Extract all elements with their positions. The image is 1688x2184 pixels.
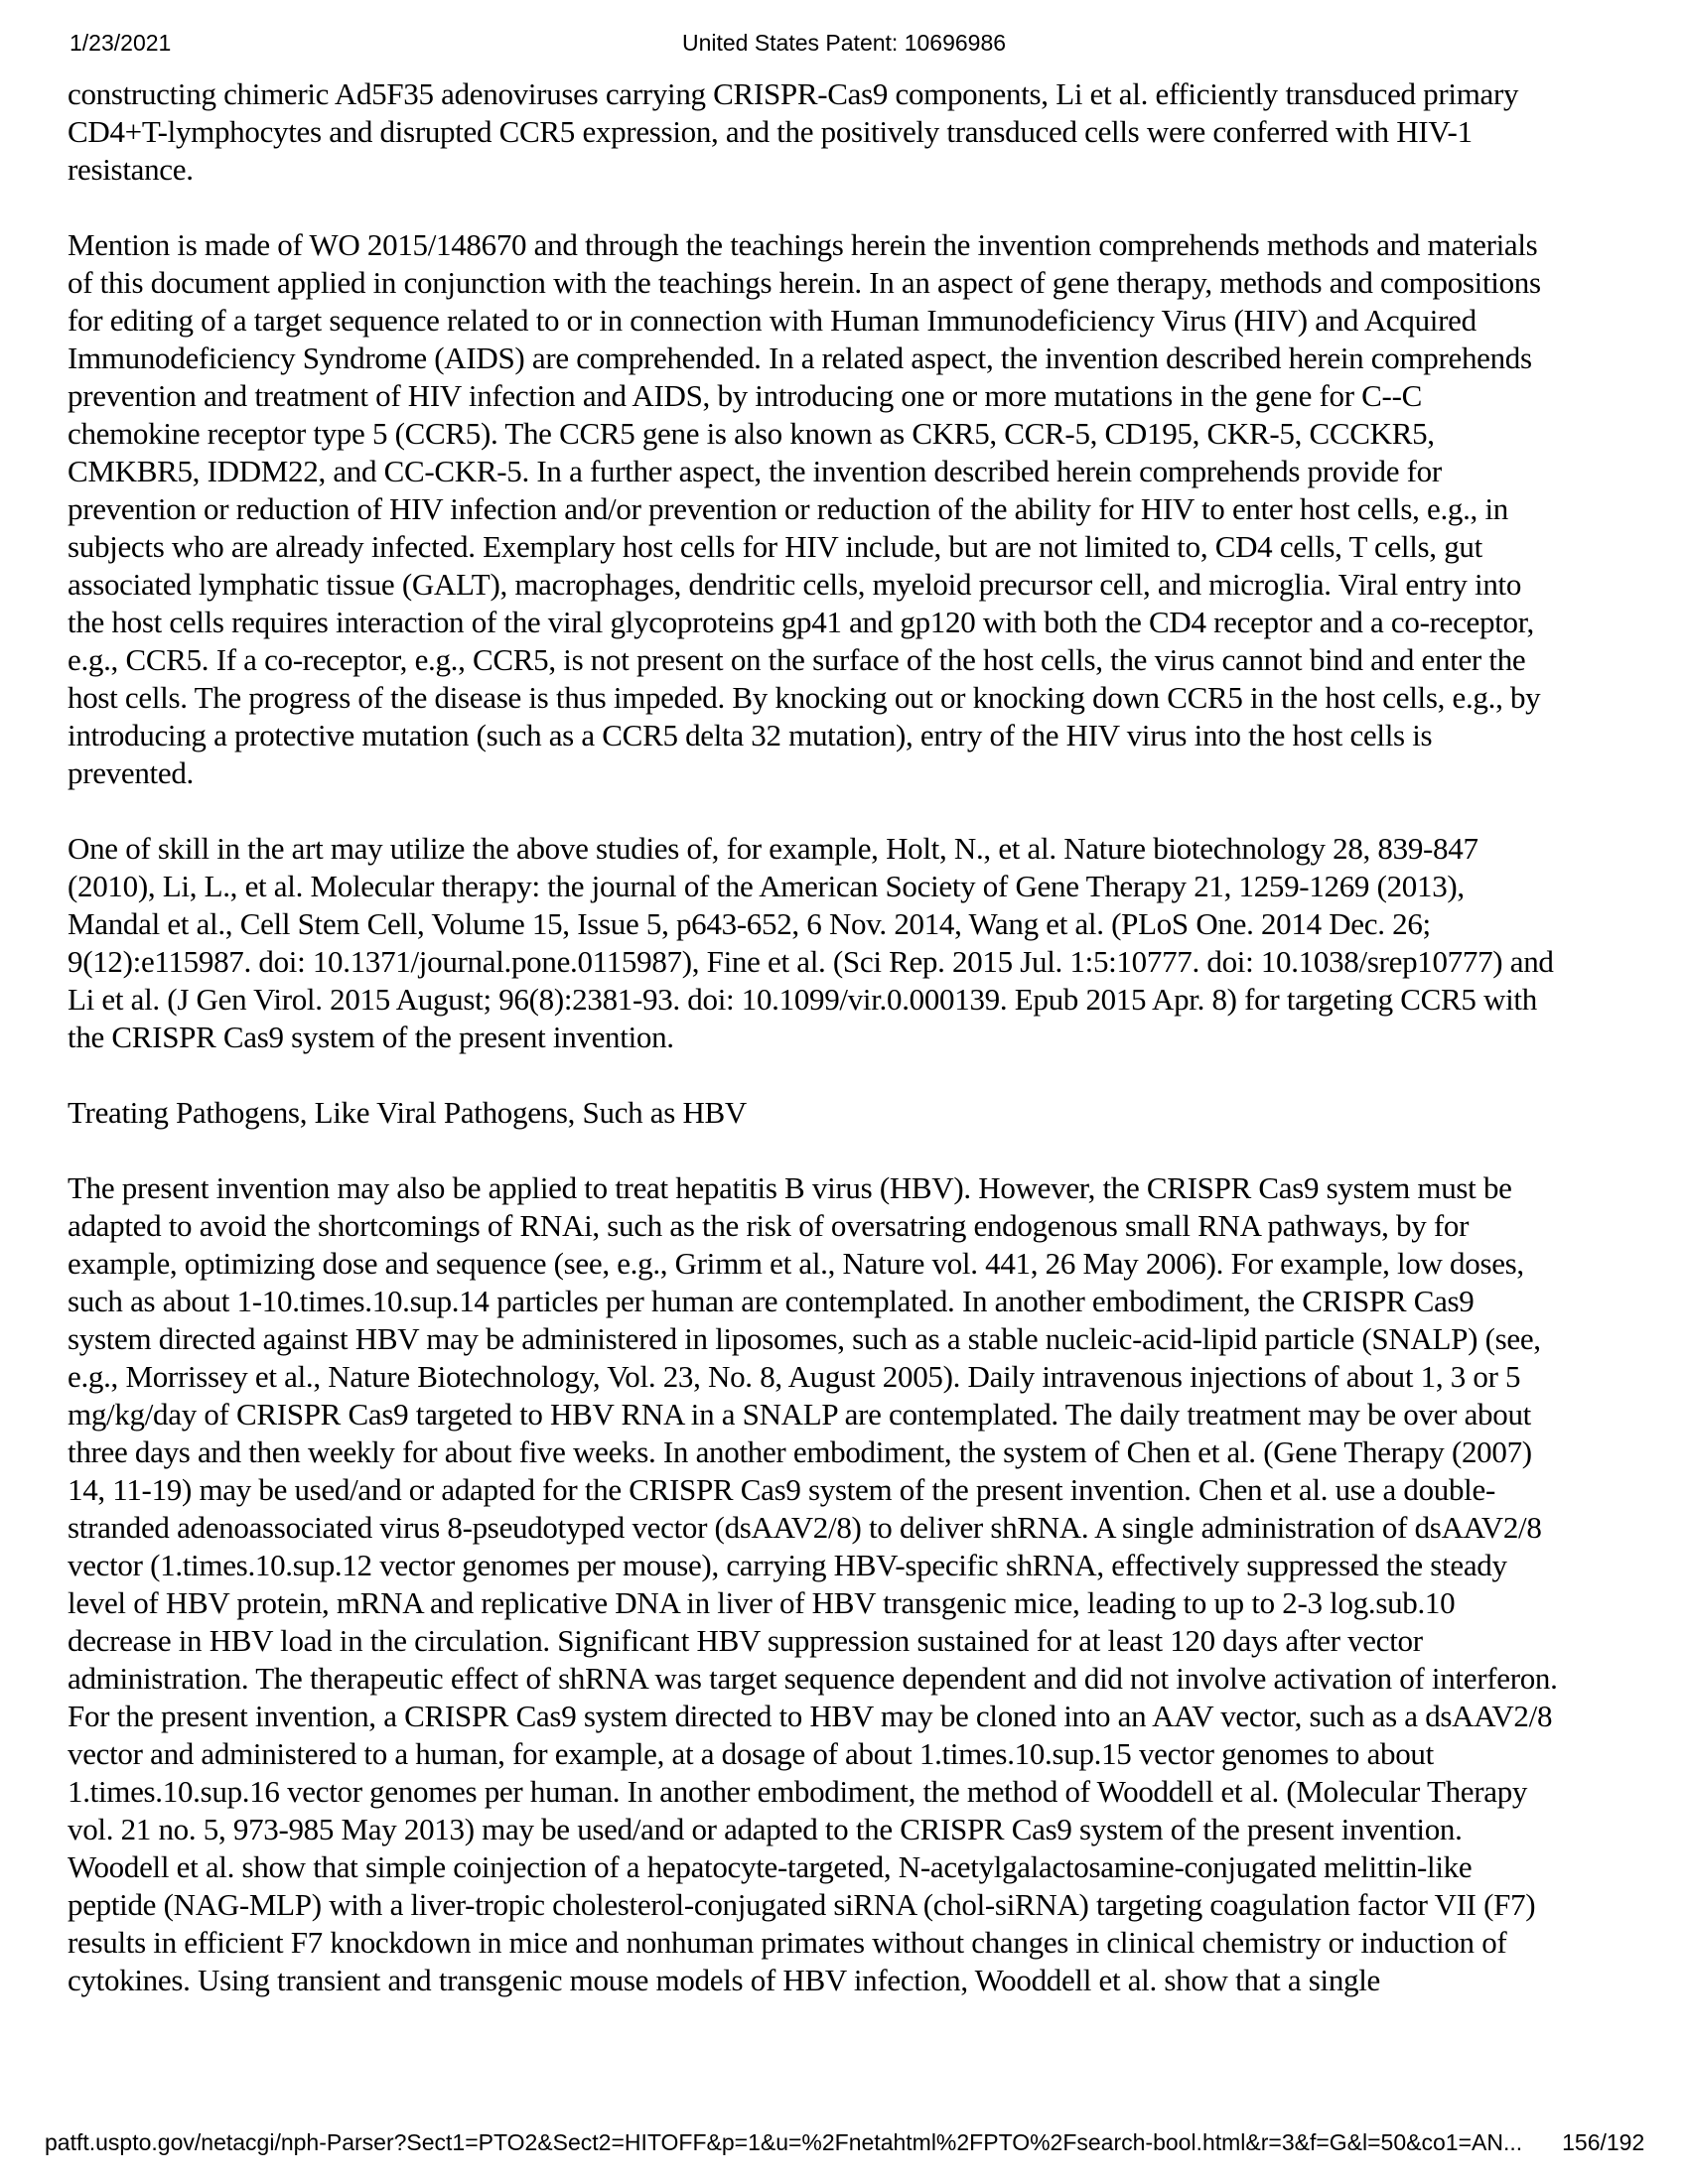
footer-url: patft.uspto.gov/netacgi/nph-Parser?Sect1=PTO2&Sect2=HITOFF&p=1&u=%2Fnetahtml%2FPTO%2Fsearch-bool.html&r=3&f=G&l=50&co1=AN... [45,2129,1523,2155]
page-title: United States Patent: 10696986 [681,30,1007,56]
paragraph-wo2015-hiv-ccr5: Mention is made of WO 2015/148670 and through the teachings herein the invention comprehends methods and materials of this document applied in conjunction with the teachings herein. In an aspect of gene therapy, methods and compositions for editing of a target sequence related to or in connection with Human Immunodeficiency Virus (HIV) and Acquired Immunodeficiency Syndrome (AIDS) are comprehended. In a related aspect, the invention described herein comprehends prevention and treatment of HIV infection and AIDS, by introducing one or more mutations in the gene for C--C chemokine receptor type 5 (CCR5). The CCR5 gene is also known as CKR5, CCR-5, CD195, CKR-5, CCCKR5, CMKBR5, IDDM22, and CC-CKR-5. In a further aspect, the invention described herein comprehends provide for prevention or reduction of HIV infection and/or prevention or reduction of the ability for HIV to enter host cells, e.g., in subjects who are already infected. Exemplary host cells for HIV include, but are not limited to, CD4 cells, T cells, gut associated lymphatic tissue (GALT), macrophages, dendritic cells, myeloid precursor cell, and microglia. Viral entry into the host cells requires interaction of the viral glycoproteins gp41 and gp120 with both the CD4 receptor and a co-receptor, e.g., CCR5. If a co-receptor, e.g., CCR5, is not present on the surface of the host cells, the virus cannot bind and enter the host cells. The progress of the disease is thus impeded. By knocking out or knocking down CCR5 in the host cells, e.g., by introducing a protective mutation (such as a CCR5 delta 32 mutation), entry of the HIV virus into the host cells is prevented. [68,227,1541,790]
document-body [68,75,1559,1999]
section-heading-treating-pathogens: Treating Pathogens, Like Viral Pathogens, Such as HBV [68,1095,747,1130]
print-date: 1/23/2021 [70,30,172,56]
print-header [0,30,1688,60]
paragraph-chimeric-ad5f35: constructing chimeric Ad5F35 adenoviruses carrying CRISPR-Cas9 components, Li et al. efficiently transduced primary CD4+T-lymphocytes and disrupted CCR5 expression, and the positively transduced cells were conferred with HIV-1 resistance. [68,76,1519,187]
paragraph-hbv-treatment: The present invention may also be applied to treat hepatitis B virus (HBV). However, the CRISPR Cas9 system must be adapted to avoid the shortcomings of RNAi, such as the risk of oversatring endogenous small RNA pathways, by for example, optimizing dose and sequence (see, e.g., Grimm et al., Nature vol. 441, 26 May 2006). For example, low doses, such as about 1-10.times.10.sup.14 particles per human are contemplated. In another embodiment, the CRISPR Cas9 system directed against HBV may be administered in liposomes, such as a stable nucleic-acid-lipid particle (SNALP) (see, e.g., Morrissey et al., Nature Biotechnology, Vol. 23, No. 8, August 2005). Daily intravenous injections of about 1, 3 or 5 mg/kg/day of CRISPR Cas9 targeted to HBV RNA in a SNALP are contemplated. The daily treatment may be over about three days and then weekly for about five weeks. In another embodiment, the system of Chen et al. (Gene Therapy (2007) 14, 11-19) may be used/and or adapted for the CRISPR Cas9 system of the present invention. Chen et al. use a double-stranded adenoassociated virus 8-pseudotyped vector (dsAAV2/8) to deliver shRNA. A single administration of dsAAV2/8 vector (1.times.10.sup.12 vector genomes per mouse), carrying HBV-specific shRNA, effectively suppressed the steady level of HBV protein, mRNA and replicative DNA in liver of HBV transgenic mice, leading to up to 2-3 log.sub.10 decrease in HBV load in the circulation. Significant HBV suppression sustained for at least 120 days after vector administration. The therapeutic effect of shRNA was target sequence dependent and did not involve activation of interferon. For the present invention, a CRISPR Cas9 system directed to HBV may be cloned into an AAV vector, such as a dsAAV2/8 vector and administered to a human, for example, at a dosage of about 1.times.10.sup.15 vector genomes to about 1.times.10.sup.16 vector genomes per human. In another embodiment, the method of Wooddell et al. (Molecular Therapy vol. 21 no. 5, 973-985 May 2013) may be used/and or adapted to the CRISPR Cas9 system of the present invention. Woodell et al. show that simple coinjection of a hepatocyte-targeted, N-acetylgalactosamine-conjugated melittin-like peptide (NAG-MLP) with a liver-tropic cholesterol-conjugated siRNA (chol-siRNA) targeting coagulation factor VII (F7) results in efficient F7 knockdown in mice and nonhuman primates without changes in clinical chemistry or induction of cytokines. Using transient and transgenic mouse models of HBV infection, Wooddell et al. show that a single [68,1170,1558,1997]
print-footer [45,2129,1645,2156]
page-number-indicator: 156/192 [1562,2129,1645,2155]
paragraph-citations-ccr5: One of skill in the art may utilize the above studies of, for example, Holt, N., et al. Nature biotechnology 28, 839-847 (2010), Li, L., et al. Molecular therapy: the journal of the American Society of Gene Therapy 21, 1259-1269 (2013), Mandal et al., Cell Stem Cell, Volume 15, Issue 5, p643-652, 6 Nov. 2014, Wang et al. (PLoS One. 2014 Dec. 26; 9(12):e115987. doi: 10.1371/journal.pone.0115987), Fine et al. (Sci Rep. 2015 Jul. 1:5:10777. doi: 10.1038/srep10777) and Li et al. (J Gen Virol. 2015 August; 96(8):2381-93. doi: 10.1099/vir.0.000139. Epub 2015 Apr. 8) for targeting CCR5 with the CRISPR Cas9 system of the present invention. [68,831,1554,1054]
